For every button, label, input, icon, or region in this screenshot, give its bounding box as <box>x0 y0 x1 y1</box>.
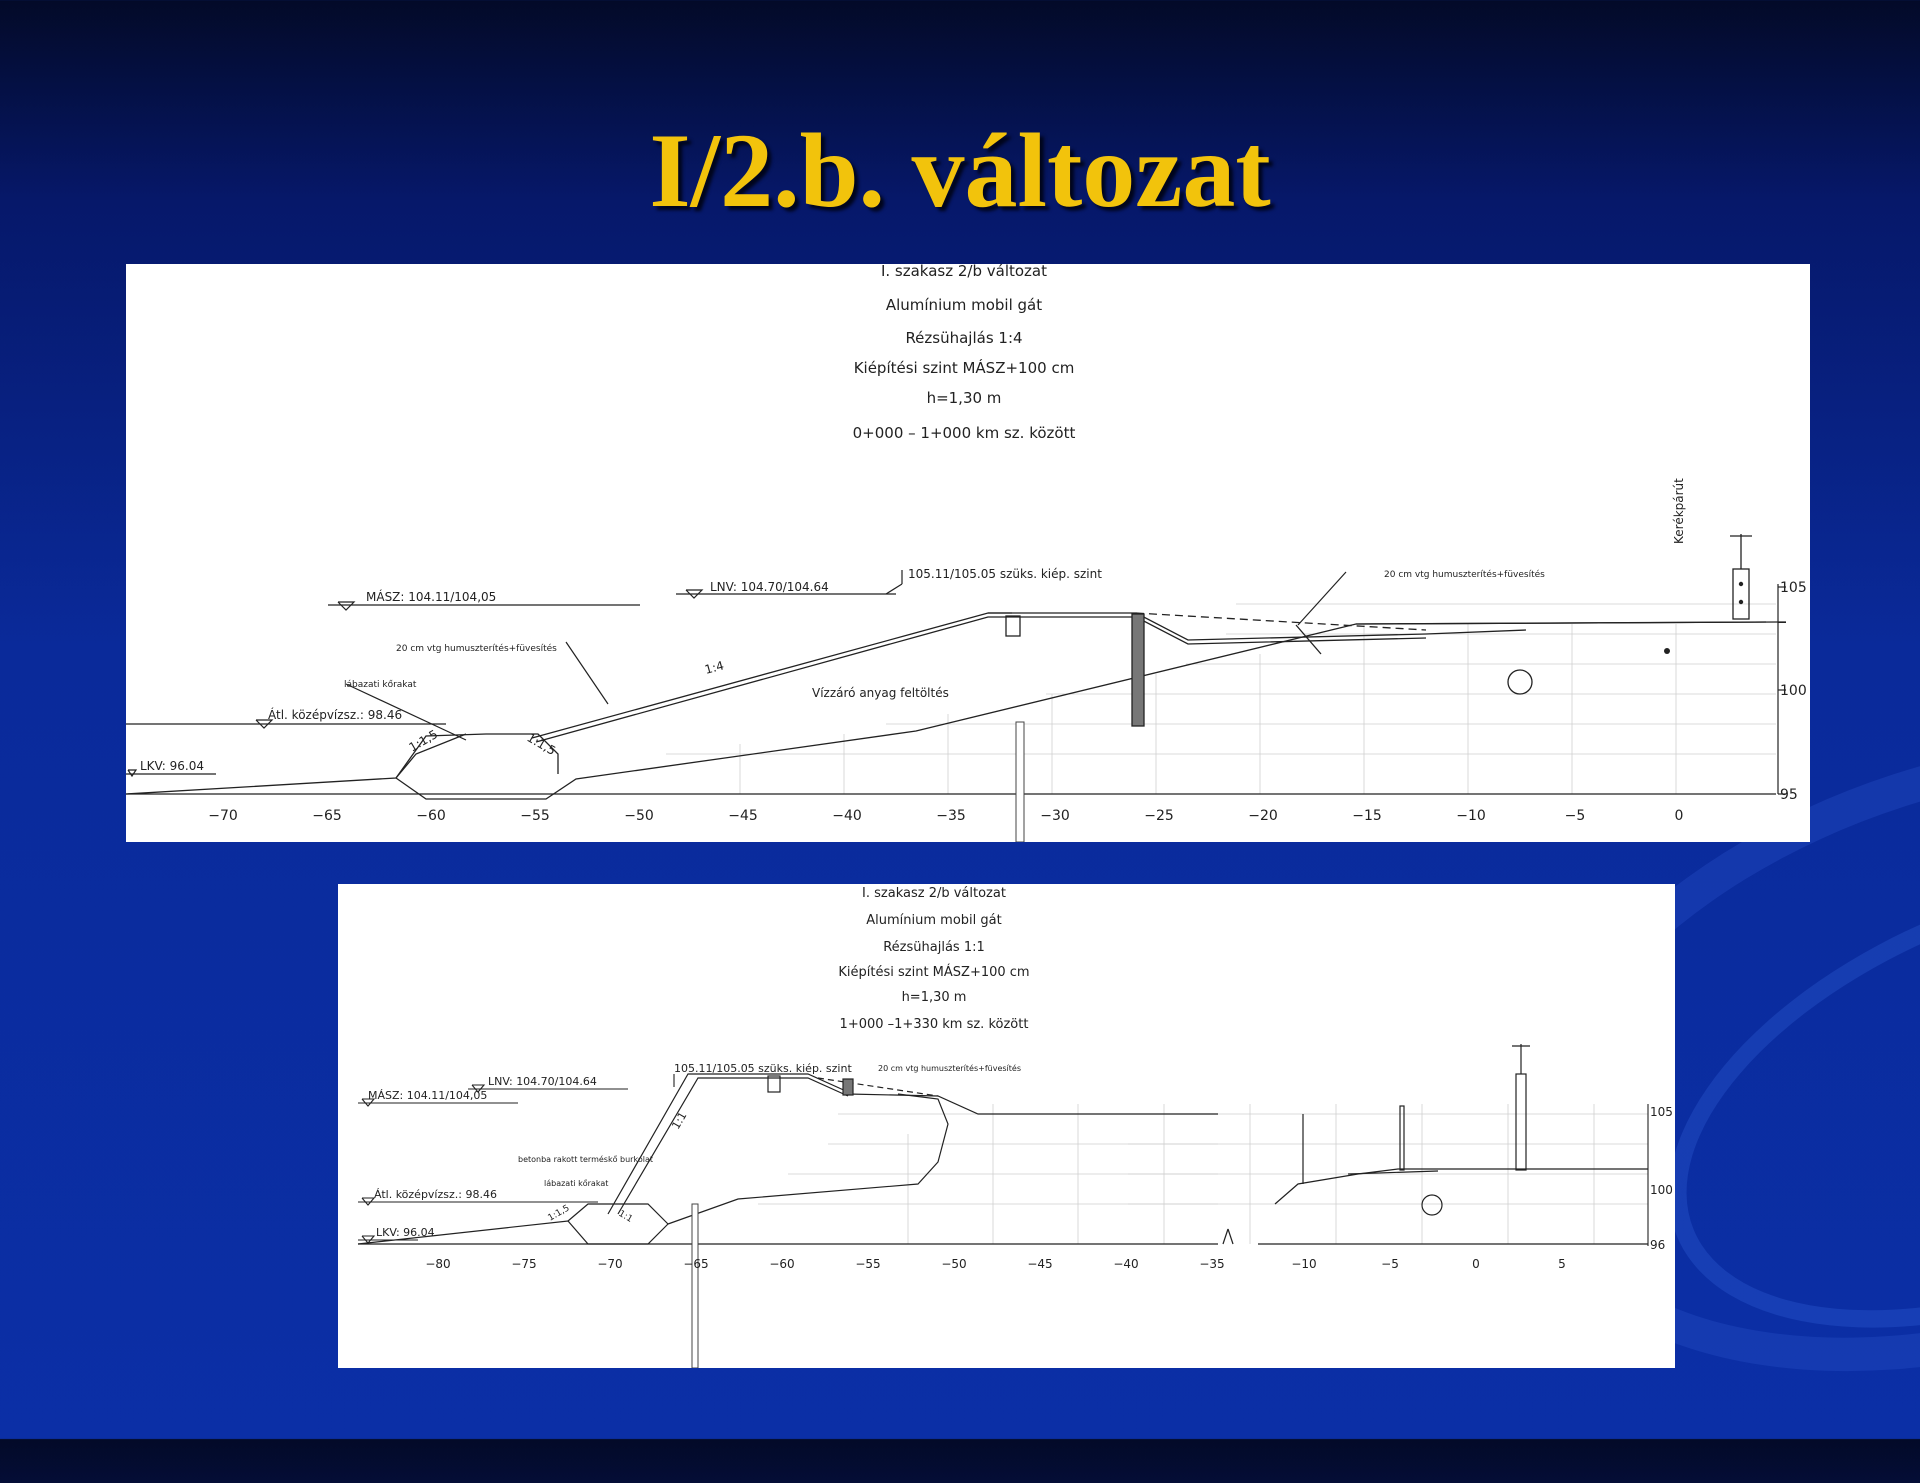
header-line: 0+000 – 1+000 km sz. között <box>852 424 1076 442</box>
x-tick-label: −60 <box>416 808 446 824</box>
y-tick-label: 95 <box>1780 787 1798 803</box>
label-betonba: betonba rakott terméskő burkolat <box>518 1155 653 1164</box>
label-slope: 1:4 <box>703 658 726 677</box>
x-tick-label: −10 <box>1456 808 1486 824</box>
label-humusz-right: 20 cm vtg humuszterítés+füvesítés <box>1384 570 1545 580</box>
slide-title: I/2.b. változat <box>649 112 1271 229</box>
header-line: Rézsühajlás 1:1 <box>883 940 985 955</box>
header-line: Rézsühajlás 1:4 <box>905 329 1023 347</box>
x-tick-label: −55 <box>855 1257 881 1271</box>
light-pole-icon <box>1516 1074 1526 1170</box>
x-tick-label: 0 <box>1674 808 1684 824</box>
x-tick-label: −5 <box>1381 1257 1399 1271</box>
label-atl: Átl. középvízsz.: 98.46 <box>268 708 403 722</box>
x-tick-label: −50 <box>624 808 654 824</box>
label-slope: 1:1 <box>669 1109 690 1132</box>
x-tick-label: −70 <box>597 1257 623 1271</box>
x-tick-label: −70 <box>208 808 238 824</box>
header-line: 1+000 –1+330 km sz. között <box>839 1017 1029 1032</box>
y-tick-labels <box>1780 580 1807 803</box>
cross-section-drawing-top <box>126 264 1810 842</box>
label-atl: Átl. középvízsz.: 98.46 <box>374 1188 497 1201</box>
label-slope-b: 1:1,5 <box>524 730 559 758</box>
y-tick-labels <box>1650 1105 1673 1252</box>
label-slope-b: 1:1 <box>616 1208 635 1225</box>
label-lnv: LNV: 104.70/104.64 <box>710 580 829 594</box>
x-tick-label: 0 <box>1472 1257 1480 1271</box>
water-level-lines <box>126 570 1346 776</box>
header-line: Kiépítési szint MÁSZ+100 cm <box>853 359 1075 377</box>
x-tick-label: −65 <box>683 1257 709 1271</box>
cross-section-svg-top <box>126 264 1810 842</box>
utility-marker-icon <box>1664 648 1670 654</box>
label-labazati: lábazati kőrakat <box>544 1179 609 1188</box>
header-line: h=1,30 m <box>926 389 1002 407</box>
x-tick-labels <box>425 1257 1565 1271</box>
x-tick-labels <box>208 808 1683 824</box>
x-tick-label: −55 <box>520 808 550 824</box>
x-tick-label: 5 <box>1558 1257 1566 1271</box>
x-tick-label: −25 <box>1144 808 1174 824</box>
header-line: I. szakasz 2/b változat <box>880 264 1048 280</box>
x-tick-label: −15 <box>1352 808 1382 824</box>
cross-section-svg-bottom <box>338 884 1675 1368</box>
x-tick-label: −10 <box>1291 1257 1317 1271</box>
label-kiep: 105.11/105.05 szüks. kiép. szint <box>908 567 1102 581</box>
x-tick-label: −35 <box>936 808 966 824</box>
x-tick-label: −40 <box>832 808 862 824</box>
cross-section-drawing-bottom <box>338 884 1675 1368</box>
y-tick-label: 100 <box>1650 1183 1673 1197</box>
label-slope-a: 1:1,5 <box>546 1203 572 1224</box>
label-lkv: LKV: 96.04 <box>140 759 204 773</box>
y-tick-label: 105 <box>1650 1105 1673 1119</box>
x-tick-label: −65 <box>312 808 342 824</box>
header-line: Alumínium mobil gát <box>885 296 1043 314</box>
label-humusz: 20 cm vtg humuszterítés+füvesítés <box>878 1064 1021 1073</box>
x-tick-label: −35 <box>1199 1257 1225 1271</box>
label-humusz-left: 20 cm vtg humuszterítés+füvesítés <box>396 644 557 654</box>
pipe-icon <box>1508 670 1532 694</box>
pipe-icon <box>1422 1195 1442 1215</box>
x-tick-label: −75 <box>511 1257 537 1271</box>
x-tick-label: −80 <box>425 1257 451 1271</box>
x-tick-label: −60 <box>769 1257 795 1271</box>
label-lkv: LKV: 96.04 <box>376 1226 435 1239</box>
x-tick-label: −20 <box>1248 808 1278 824</box>
label-labazati: lábazati kőrakat <box>344 680 417 690</box>
x-tick-label: −5 <box>1564 808 1586 824</box>
light-pole-icon <box>1730 534 1752 619</box>
y-tick-label: 96 <box>1650 1238 1666 1252</box>
x-tick-label: −45 <box>1027 1257 1053 1271</box>
y-tick-label: 105 <box>1780 580 1807 596</box>
label-slope-a: 1:1,5 <box>406 727 441 755</box>
embankment-profile <box>126 613 1786 799</box>
x-tick-label: −50 <box>941 1257 967 1271</box>
header-line: Kiépítési szint MÁSZ+100 cm <box>838 965 1030 980</box>
header-line: I. szakasz 2/b változat <box>862 886 1006 901</box>
fence-post-icon <box>1400 1106 1404 1170</box>
sheet-pile <box>1016 722 1024 842</box>
sheet-pile <box>692 1204 698 1368</box>
x-tick-label: −40 <box>1113 1257 1139 1271</box>
label-fill: Vízzáró anyag feltöltés <box>812 686 949 700</box>
x-tick-label: −30 <box>1040 808 1070 824</box>
label-masz: MÁSZ: 104.11/104,05 <box>368 1089 488 1102</box>
header-line: h=1,30 m <box>901 990 967 1005</box>
label-kiep: 105.11/105.05 szüks. kiép. szint <box>674 1062 852 1075</box>
label-lnv: LNV: 104.70/104.64 <box>488 1075 597 1088</box>
x-tick-label: −45 <box>728 808 758 824</box>
label-bike: Kerékpárút <box>1672 478 1686 544</box>
y-tick-label: 100 <box>1780 683 1807 699</box>
header-line: Alumínium mobil gát <box>866 913 1002 928</box>
label-masz: MÁSZ: 104.11/104,05 <box>366 590 497 604</box>
